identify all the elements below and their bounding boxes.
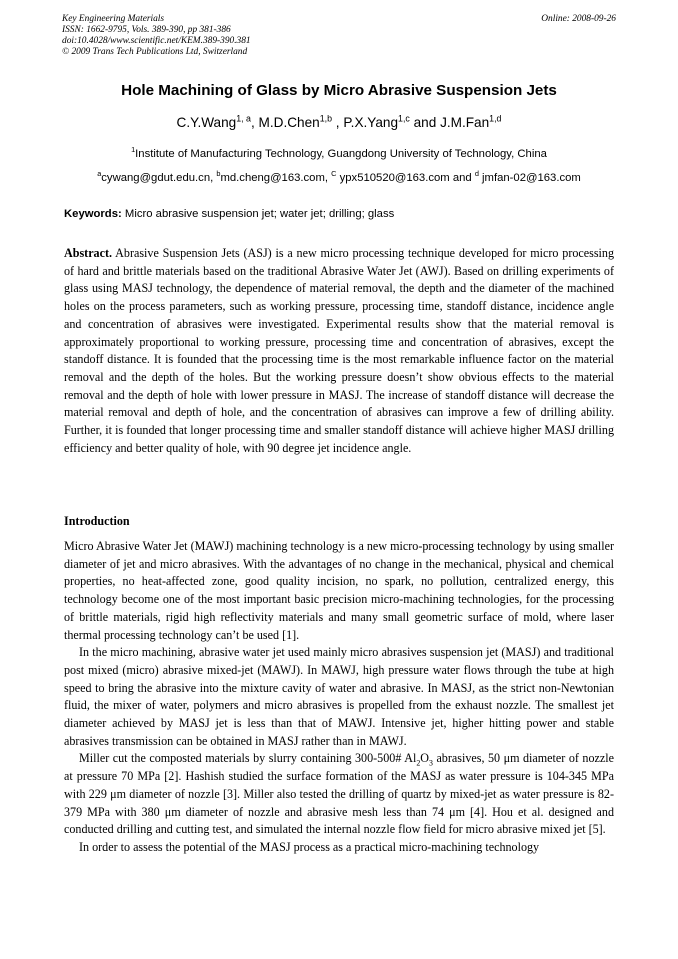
email-address: jmfan-02@163.com <box>482 172 581 184</box>
paragraph: In order to assess the potential of the MASJ process as a practical micro-machining technology <box>79 839 540 854</box>
author-affil-mark: 1,c <box>398 113 410 124</box>
journal-header <box>62 14 251 58</box>
affiliation-mark: 1 <box>131 145 136 155</box>
paragraph <box>64 750 614 839</box>
doi-line: doi:10.4028/www.scientific.net/KEM.389-390.381 <box>62 36 251 46</box>
email-mark: b <box>216 169 221 179</box>
paragraph: In the micro machining, abrasive water jet used mainly micro abrasives suspension jet (MASJ) and traditional post mixed (micro) abrasive mixed-jet (MAWJ). In MAWJ, high pressure water flows through the tube at high speed to bring the abrasive into the mixture cavity of water and abrasive. In MASJ, as the strict non-Newtonian fluid, the mixer of water, polymers and micro abrasives is propelled from the exhaust nozzle. The smallest jet diameter achieved by MASJ jet is less than that of MAWJ. Intensive jet, higher hitting power and stable abrasives transmission can be obtained in MASJ rather than in MAWJ. <box>64 645 614 748</box>
author-name: C.Y.Wang <box>176 115 237 130</box>
email-address: ypx510520@163.com <box>339 172 450 184</box>
author-affil-mark: 1,b <box>319 113 333 124</box>
email-address: cywang@gdut.edu.cn <box>101 172 211 184</box>
online-date: Online: 2008-09-26 <box>541 14 616 24</box>
author-affil-mark: 1,d <box>489 113 502 124</box>
journal-name: Key Engineering Materials <box>62 14 165 24</box>
subscript: 3 <box>428 758 433 768</box>
author-name: M.D.Chen <box>258 115 320 130</box>
introduction-body <box>64 538 614 857</box>
paragraph-text: O <box>420 751 429 766</box>
paragraph-text: abrasives, 50 μm diameter of nozzle at pressure 70 MPa [2]. Hashish studied the surface formation of the MASJ as water pressure is 104-345 MPa with 229 μm diameter of nozzle [3]. Miller also tested the drilling of quartz by mixed-jet as water pressure is 82-379 MPa with 380 μm diameter of nozzle and abrasive mesh less than 74 μm [4]. Hou et al. designed and conducted drilling and cutting test, and simulated the internal nozzle flow field for micro abrasive mixed jet [5]. <box>64 751 614 837</box>
author-name: P.X.Yang <box>343 115 399 130</box>
keywords-text: Micro abrasive suspension jet; water jet; drilling; glass <box>124 208 395 220</box>
email-mark: C <box>331 169 337 179</box>
email-mark: d <box>474 169 479 179</box>
affiliation-text: Institute of Manufacturing Technology, Guangdong University of Technology, China <box>135 148 547 160</box>
affiliation <box>0 145 678 160</box>
email-address: md.cheng@163.com <box>220 172 325 184</box>
copyright-line: © 2009 Trans Tech Publications Ltd, Switzerland <box>62 47 248 57</box>
author-name: J.M.Fan <box>440 115 490 130</box>
email-list: $^a$cywang@gdut.edu.cn, $^b$md.cheng@163.com, $^C$ ypx510520@163.com and $^d$ jmfan-02@163.com <box>97 169 581 184</box>
subscript: 2 <box>416 758 421 768</box>
paper-title: Hole Machining of Glass by Micro Abrasive Suspension Jets <box>121 82 557 99</box>
email-mark: a <box>97 169 102 179</box>
abstract <box>64 245 614 457</box>
keywords <box>64 208 614 220</box>
abstract-text: Abrasive Suspension Jets (ASJ) is a new micro processing technique developed for micro processing of hard and brittle materials based on the traditional Abrasive Water Jet (AWJ). Based on drilling experiments of glass using MASJ technology, the dependence of material removal, the depth and the diameter of the machined holes on the process parameters, such as working pressure, processing time, standoff distance, incidence angle and concentration of abrasives were investigated. Experimental results show that the material removal is approximately proportional to working pressure, processing time and concentration of abrasives, except the standoff distance. It is founded that the processing time is the most remarkable influence factor on the material removal and the depth of the holes. But the working pressure doesn’t show obvious effects to the material removal and the depth of hole with lower pressure in MASJ. The increase of standoff distance will decrease the material removal and depth of hole, and the concentration of abrasives can improve a few of drilling ability. Further, it is founded that longer processing time and smaller standoff distance will achieve higher MASJ drilling efficiency and better quality of hole, with 90 degree jet incidence angle. <box>64 246 614 455</box>
author-list: C.Y.Wang$^{1, a}$, M.D.Chen$^{1,b}$ , P.X.Yang$^{1,c}$ and J.M.Fan$^{1,d}$ <box>176 113 502 130</box>
author-affil-mark: 1, a <box>236 113 251 124</box>
paragraph: Micro Abrasive Water Jet (MAWJ) machining technology is a new micro-processing technology by using smaller diameter of jet and micro abrasives. With the advantages of no change in the mechanical, physical and chemical properties, no heat-affected zone, good quality incision, no spark, no pollution, centralized energy, this technology become one of the most important basic precision micro-machining technologies, for the processing of brittle materials, rigid high reflectivity materials and many small geometric surface of mold, where laser thermal processing technology can’t be used [1]. <box>64 539 614 642</box>
section-heading: Introduction <box>64 514 130 528</box>
abstract-label: Abstract. <box>64 246 113 260</box>
paragraph-text: Miller cut the composted materials by slurry containing 300-500# Al <box>79 751 417 766</box>
keywords-label: Keywords: <box>64 208 122 220</box>
issn-line: ISSN: 1662-9795, Vols. 389-390, pp 381-386 <box>62 25 231 35</box>
